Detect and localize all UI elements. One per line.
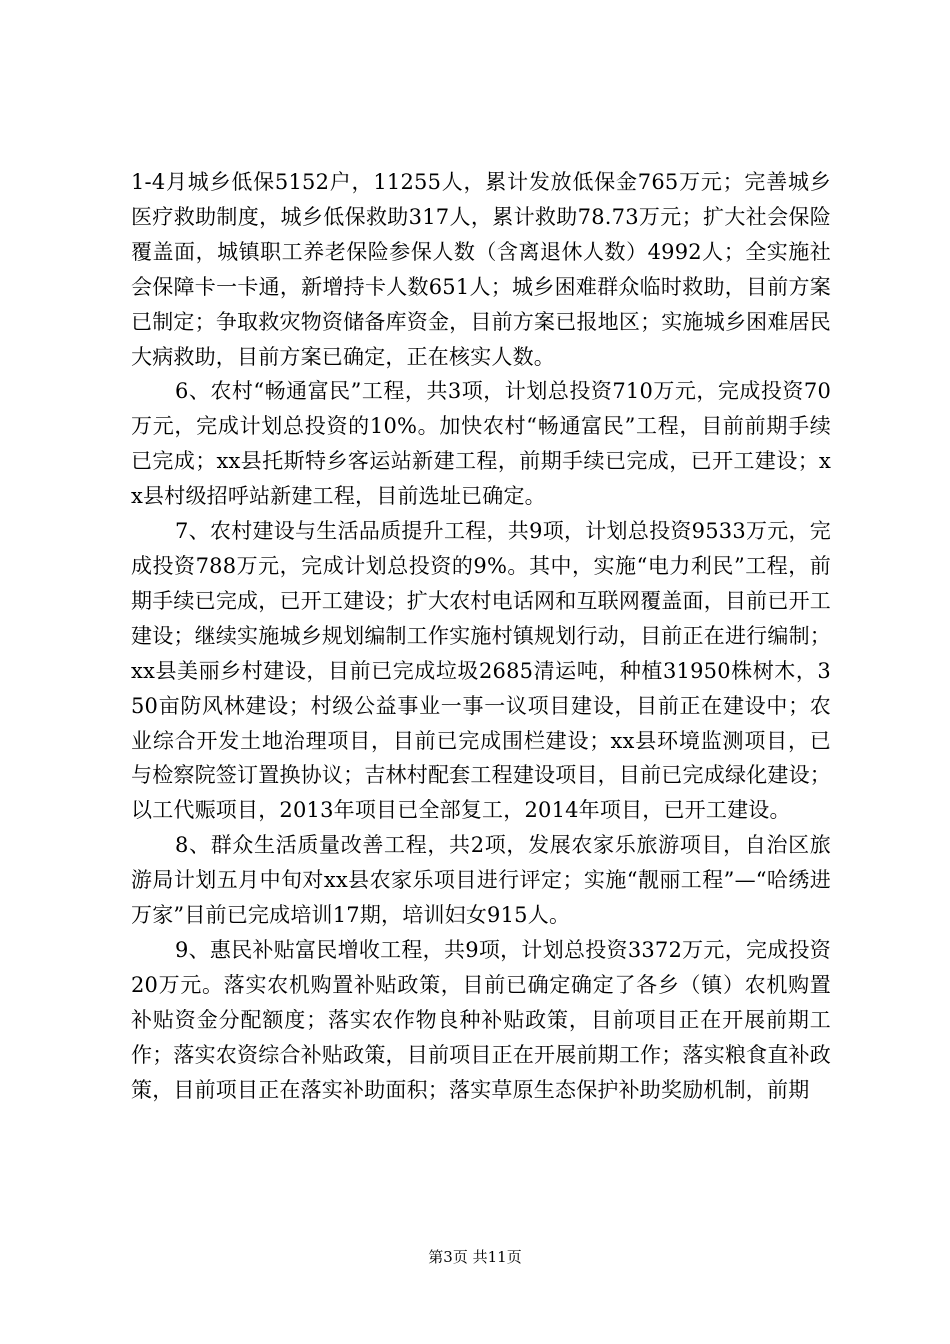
page-number-footer: 第3页 共11页 [428,1248,522,1266]
paragraph-item-7: 7、农村建设与生活品质提升工程，共9项，计划总投资9533万元，完成投资788万元，完成计划总投资的9%。其中，实施“电力利民”工程，前期手续已完成，已开工建设；扩大农村电话网和互联网覆盖面，目前已开工建设；继续实施城乡规划编制工作实施村镇规划行动，目前正在进行编制；xx县美丽乡村建设，目前已完成垃圾2685清运吨，种植31950株树木，350亩防风林建设；村级公益事业一事一议项目建设，目前正在建设中；农业综合开发土地治理项目，目前已完成围栏建设；xx县环境监测项目，已与检察院签订置换协议；吉林村配套工程建设项目，目前已完成绿化建设；以工代赈项目，2013年项目已全部复工，2014年项目，已开工建设。 [131,519,831,823]
document-body [131,165,831,1107]
paragraph-item-8: 8、群众生活质量改善工程，共2项，发展农家乐旅游项目，自治区旅游局计划五月中旬对xx县农家乐项目进行评定；实施“靓丽工程”—“哈绣进万家”目前已完成培训17期，培训妇女915人。 [131,833,831,928]
paragraph-item-6: 6、农村“畅通富民”工程，共3项，计划总投资710万元，完成投资70万元，完成计划总投资的10%。加快农村“畅通富民”工程，目前前期手续已完成；xx县托斯特乡客运站新建工程，前期手续已完成，已开工建设；xx县村级招呼站新建工程，目前选址已确定。 [131,379,831,509]
paragraph-item-9: 9、惠民补贴富民增收工程，共9项，计划总投资3372万元，完成投资20万元。落实农机购置补贴政策，目前已确定确定了各乡（镇）农机购置补贴资金分配额度；落实农作物良种补贴政策，目前项目正在开展前期工作；落实农资综合补贴政策，目前项目正在开展前期工作；落实粮食直补政策，目前项目正在落实补助面积；落实草原生态保护补助奖励机制，前期 [131,937,831,1102]
paragraph-social-assistance: 1-4月城乡低保5152户，11255人，累计发放低保金765万元；完善城乡医疗救助制度，城乡低保救助317人，累计救助78.73万元；扩大社会保险覆盖面，城镇职工养老保险参保人数（含离退休人数）4992人；全实施社会保障卡一卡通，新增持卡人数651人；城乡困难群众临时救助，目前方案已制定；争取救灾物资储备库资金，目前方案已报地区；实施城乡困难居民大病救助，目前方案已确定，正在核实人数。 [131,170,831,369]
